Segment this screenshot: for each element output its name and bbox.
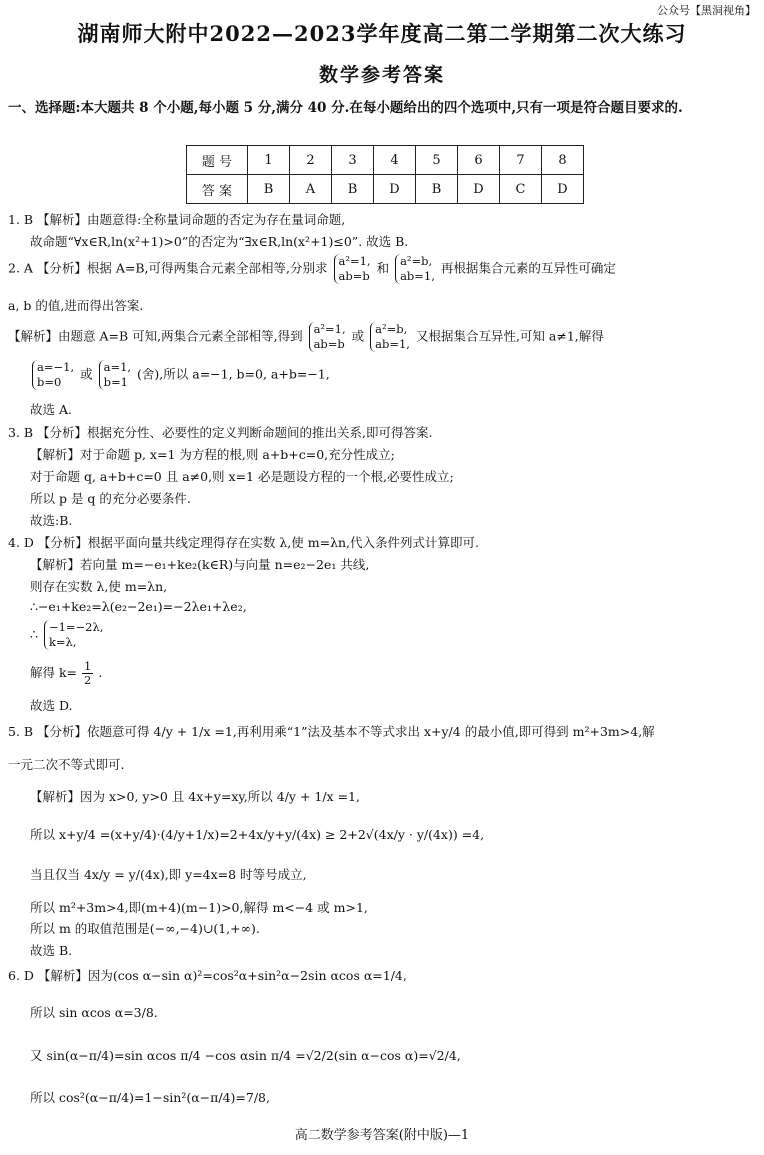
equation-system <box>44 620 104 650</box>
q3-line-2: 【解析】对于命题 p, x=1 为方程的根,则 a+b+c=0,充分性成立; <box>30 447 395 462</box>
text: 【解析】由题意 A=B 可知,两集合元素全部相等,得到 <box>8 328 303 344</box>
equation: ab=1, <box>375 337 410 351</box>
equation: a²=1, <box>338 254 371 268</box>
text: 再根据集合元素的互异性可确定 <box>440 260 616 276</box>
q2-line-5: 故选 A. <box>30 402 72 417</box>
q3-line-5: 故选:B. <box>30 513 73 528</box>
equation-system <box>334 254 371 284</box>
answer-table <box>186 145 584 204</box>
text: (舍),所以 a=−1, b=0, a+b=−1, <box>137 366 330 382</box>
table-cell: B <box>248 175 290 204</box>
table-cell: 6 <box>458 146 500 175</box>
table-header-cell: 题 号 <box>187 146 248 175</box>
table-cell: D <box>542 175 584 204</box>
equation: a=1, <box>103 360 132 374</box>
equation-system <box>309 322 346 352</box>
text: 或 <box>351 328 365 344</box>
document-title: 湖南师大附中2022—2023学年度高二第二学期第二次大练习 <box>77 21 687 46</box>
q5-line-5: 当且仅当 4x/y = y/(4x),即 y=4x=8 时等号成立, <box>30 867 307 882</box>
q1-line-2: 故命题“∀x∈R,ln(x²+1)>0”的否定为“∃x∈R,ln(x²+1)≤0”. 故选 B. <box>30 234 409 249</box>
equation-system <box>32 360 74 390</box>
table-cell: 8 <box>542 146 584 175</box>
table-row <box>187 146 584 175</box>
watermark: 公众号【黑洞视角】 <box>657 4 756 17</box>
table-cell: C <box>500 175 542 204</box>
table-cell: 7 <box>500 146 542 175</box>
q6-line-2: 所以 sin αcos α=3/8. <box>30 1005 158 1020</box>
denominator: 2 <box>84 673 92 687</box>
q4-line-2: 【解析】若向量 m=−e₁+ke₂(k∈R)与向量 n=e₂−2e₁ 共线, <box>30 557 370 572</box>
equation: k=λ, <box>48 635 77 649</box>
q4-line-6 <box>30 660 102 687</box>
equation: ab=b <box>338 269 370 283</box>
q4-line-7: 故选 D. <box>30 698 73 713</box>
text: 或 <box>80 366 93 382</box>
q3-line-1: 3. B 【分析】根据充分性、必要性的定义判断命题间的推出关系,即可得答案. <box>8 425 433 440</box>
q6-line-4: 所以 cos²(α−π/4)=1−sin²(α−π/4)=7/8, <box>30 1090 270 1105</box>
q4-line-1: 4. D 【分析】根据平面向量共线定理得存在实数 λ,使 m=λn,代入条件列式计算即可. <box>8 535 479 550</box>
table-cell: A <box>290 175 332 204</box>
equation: a²=b, <box>375 322 408 336</box>
text: 解得 k= <box>30 665 78 680</box>
text: ∴ <box>30 626 38 642</box>
page-footer: 高二数学参考答案(附中版)—1 <box>294 1128 470 1143</box>
q5-line-1: 5. B 【分析】依题意可得 4/y + 1/x =1,再利用乘“1”法及基本不等式求出 x+y/4 的最小值,即可得到 m²+3m>4,解 <box>8 724 655 739</box>
q2-line-2: a, b 的值,进而得出答案. <box>8 298 144 313</box>
q5-line-8: 故选 B. <box>30 943 73 958</box>
table-cell: 2 <box>290 146 332 175</box>
q4-line-3: 则存在实数 λ,使 m=λn, <box>30 579 168 594</box>
q5-line-6: 所以 m²+3m>4,即(m+4)(m−1)>0,解得 m<−4 或 m>1, <box>30 900 368 915</box>
q5-line-2: 一元二次不等式即可. <box>8 757 125 772</box>
q5-line-4: 所以 x+y/4 =(x+y/4)·(4/y+1/x)=2+4x/y+y/(4x) ≥ 2+2√(4x/y · y/(4x)) =4, <box>30 827 485 842</box>
table-cell: 4 <box>374 146 416 175</box>
fraction <box>82 660 93 687</box>
q2-line-4 <box>30 360 330 390</box>
q5-line-3: 【解析】因为 x>0, y>0 且 4x+y=xy,所以 4/y + 1/x =1, <box>30 789 360 804</box>
numerator: 1 <box>84 659 92 673</box>
q4-line-4: ∴−e₁+ke₂=λ(e₂−2e₁)=−2λe₁+λe₂, <box>30 599 247 614</box>
document-subtitle: 数学参考答案 <box>318 64 445 86</box>
text: . <box>98 665 103 680</box>
text: 和 <box>376 260 390 276</box>
table-cell: 3 <box>332 146 374 175</box>
q3-line-4: 所以 p 是 q 的充分必要条件. <box>30 491 191 506</box>
equation-system <box>99 360 131 390</box>
table-cell: 1 <box>248 146 290 175</box>
table-cell: D <box>458 175 500 204</box>
table-row <box>187 175 584 204</box>
q5-line-7: 所以 m 的取值范围是(−∞,−4)∪(1,+∞). <box>30 921 260 936</box>
q6-line-1: 6. D 【解析】因为(cos α−sin α)²=cos²α+sin²α−2sin αcos α=1/4, <box>8 968 407 983</box>
equation: b=0 <box>37 375 62 389</box>
equation: a²=b, <box>400 254 433 268</box>
equation-system <box>395 254 435 284</box>
q6-line-3: 又 sin(α−π/4)=sin αcos π/4 −cos αsin π/4 =√2/2(sin α−cos α)=√2/4, <box>30 1048 461 1063</box>
table-cell: 5 <box>416 146 458 175</box>
equation: ab=b <box>313 337 345 351</box>
text: 2. A 【分析】根据 A=B,可得两集合元素全部相等,分别求 <box>8 260 328 276</box>
equation: b=1 <box>103 375 128 389</box>
equation: a=−1, <box>37 360 75 374</box>
equation-system <box>370 322 410 352</box>
q2-line-1 <box>8 254 616 284</box>
table-header-cell: 答 案 <box>187 175 248 204</box>
table-cell: B <box>416 175 458 204</box>
q1-line-1: 1. B 【解析】由题意得:全称量词命题的否定为存在量词命题, <box>8 212 346 227</box>
text: 又根据集合互异性,可知 a≠1,解得 <box>415 328 604 344</box>
equation: a²=1, <box>313 322 346 336</box>
table-cell: D <box>374 175 416 204</box>
equation: ab=1, <box>400 269 435 283</box>
q4-line-5 <box>30 620 105 650</box>
table-cell: B <box>332 175 374 204</box>
q2-line-3 <box>8 322 604 352</box>
equation: −1=−2λ, <box>48 620 104 634</box>
section-heading: 一、选择题:本大题共 8 个小题,每小题 5 分,满分 40 分.在每小题给出的四个选项中,只有一项是符合题目要求的. <box>8 100 683 116</box>
q3-line-3: 对于命题 q, a+b+c=0 且 a≠0,则 x=1 必是题设方程的一个根,必要性成立; <box>30 469 454 484</box>
